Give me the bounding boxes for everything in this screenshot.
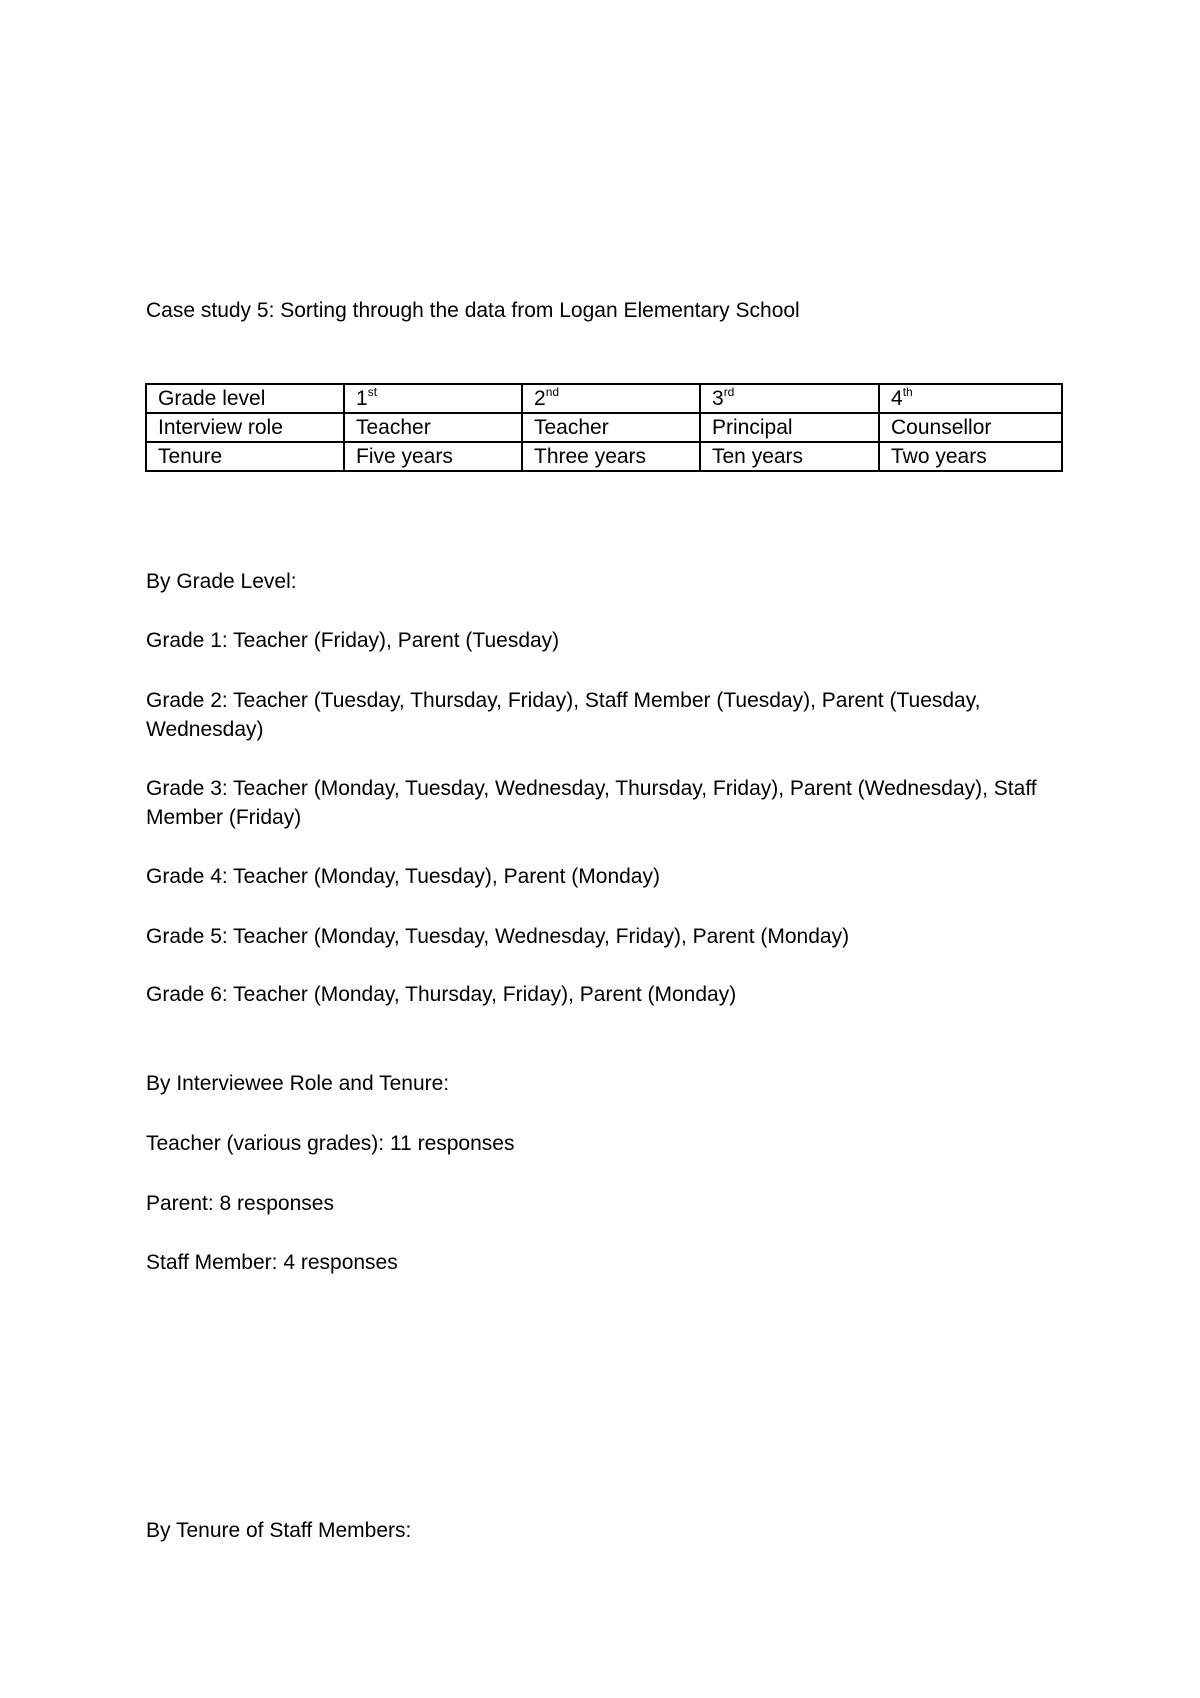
grade-ordinal-suffix: rd [723,385,735,399]
table-cell [344,384,522,413]
table-cell-label: Grade level [146,384,344,413]
table-cell: Counsellor [879,413,1062,442]
table-cell: Ten years [700,442,879,471]
table-row [146,384,1062,413]
role-tenure-heading: By Interviewee Role and Tenure: [146,1072,450,1095]
grade-ordinal-suffix: th [902,385,913,399]
table-cell-label: Interview role [146,413,344,442]
grade-entry-6: Grade 6: Teacher (Monday, Thursday, Friday), Parent (Monday) [146,983,737,1006]
table-cell: Teacher [522,413,700,442]
role-entry-parent: Parent: 8 responses [146,1192,334,1215]
grade-entry-1: Grade 1: Teacher (Friday), Parent (Tuesday) [146,629,560,652]
grade-entry-3: Grade 3: Teacher (Monday, Tuesday, Wednesday, Thursday, Friday), Parent (Wednesday), Staff Member (Friday) [146,777,1037,829]
grade-number: 1 [356,387,368,410]
grade-entry-4: Grade 4: Teacher (Monday, Tuesday), Parent (Monday) [146,865,660,888]
tenure-heading: By Tenure of Staff Members: [146,1519,412,1542]
table-cell: Teacher [344,413,522,442]
grade-number: 4 [891,387,903,410]
table-cell [879,384,1062,413]
table-cell [522,384,700,413]
grade-level-heading: By Grade Level: [146,570,297,593]
grade-ordinal-suffix: st [367,385,378,399]
table-cell: Two years [879,442,1062,471]
table-row [146,413,1062,442]
grade-entry-5: Grade 5: Teacher (Monday, Tuesday, Wednesday, Friday), Parent (Monday) [146,925,850,948]
grade-number: 3 [712,387,724,410]
grade-entry-2: Grade 2: Teacher (Tuesday, Thursday, Friday), Staff Member (Tuesday), Parent (Tuesday, Wednesday) [146,689,981,741]
table-cell: Three years [522,442,700,471]
role-entry-teacher: Teacher (various grades): 11 responses [146,1132,515,1155]
table-cell-label: Tenure [146,442,344,471]
table-row [146,442,1062,471]
table-cell: Five years [344,442,522,471]
table-cell: Principal [700,413,879,442]
grade-number: 2 [534,387,546,410]
grade-ordinal-suffix: nd [545,385,560,399]
table-cell [700,384,879,413]
role-entry-staff: Staff Member: 4 responses [146,1251,398,1274]
interview-table [145,383,1063,472]
document-title: Case study 5: Sorting through the data from Logan Elementary School [146,299,800,322]
